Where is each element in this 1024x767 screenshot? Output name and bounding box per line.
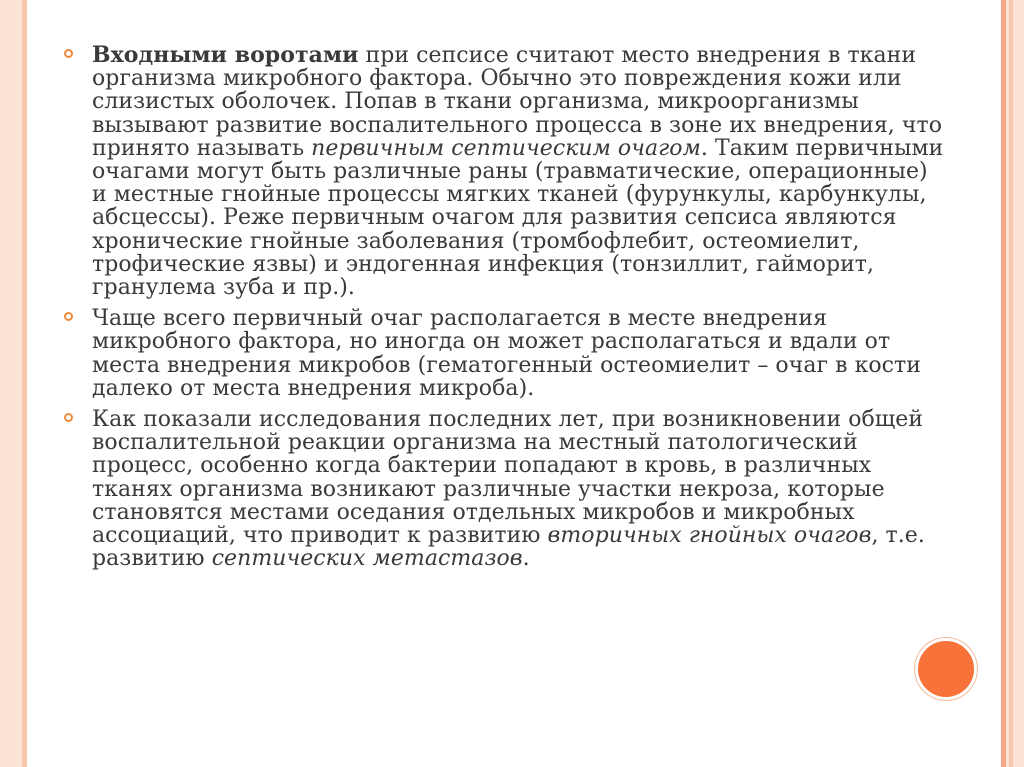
right-stripe-4 <box>1013 0 1024 767</box>
bullet-circle-icon <box>64 49 73 58</box>
paragraph-entry-gates <box>64 44 944 299</box>
term-primary-focus: первичным септическим очагом <box>311 135 701 161</box>
text-span: Чаще всего первичный очаг располагается в месте внедрения микробного фактора, но иногда он может располагаться и вдали от места внедрения микробов (гематогенный остеомиелит – очаг в кости далеко от места внедрения микроба). <box>92 306 921 401</box>
text-span: при сепсисе считают место внедрения в ткани организма микробного фактора. Обычно это повреждения кожи или слизистых оболочек. Попав в ткани организма, микроорганизмы вызывают развитие воспалительного процесса в зоне их внедрения, что принято называть <box>92 43 942 161</box>
paragraph-primary-focus-location <box>64 307 944 400</box>
bullet-circle-icon <box>64 312 73 321</box>
text-span: , т.е. развитию <box>92 523 925 572</box>
term-septic-metastases: септических метастазов <box>211 546 523 572</box>
decorative-orange-circle <box>915 638 977 700</box>
text-span: Как показали исследования последних лет, при возникновении общей воспалительной реакции организма на местный патологический процесс, особенно когда бактерии попадают в кровь, в различных тканях организма возникают различные участки некроза, которые становятся местами оседания отдельных микробов и микробных ассоциаций, что приводит к развитию <box>92 407 924 549</box>
left-stripe-outer <box>0 0 22 767</box>
right-stripe-1 <box>1001 0 1006 767</box>
right-stripe-2 <box>1006 0 1009 767</box>
bullet-circle-icon <box>64 413 73 422</box>
slide-body <box>64 44 944 578</box>
text-span: . <box>522 546 530 572</box>
left-stripe-inner <box>22 0 27 767</box>
text-span: . Таким первичными очагами могут быть различные раны (травматические, операционные) и местные гнойные процессы мягких тканей (фурункулы, карбункулы, абсцессы). Реже первичным очагом для развития сепсиса являются хронические гнойные заболевания (тромбофлебит, остеомиелит, трофические язвы) и эндогенная инфекция (тонзиллит, гайморит, гранулема зуба и пр.). <box>92 135 944 301</box>
term-entry-gates: Входными воротами <box>92 42 359 68</box>
term-secondary-foci: вторичных гнойных очагов <box>547 523 872 549</box>
paragraph-secondary-foci <box>64 408 944 570</box>
right-stripe-3 <box>1009 0 1013 767</box>
